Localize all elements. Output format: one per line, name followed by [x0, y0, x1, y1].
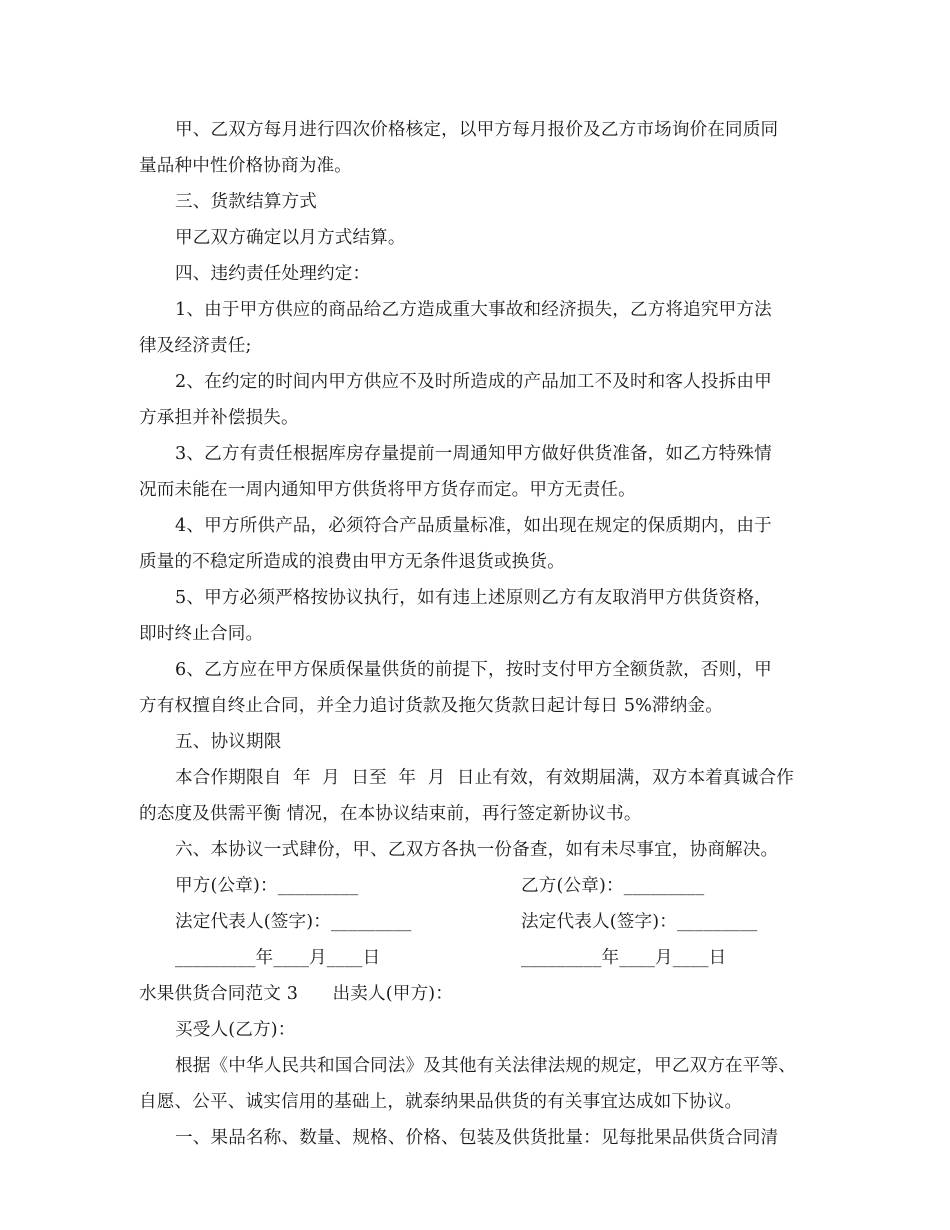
payment-paragraph: 甲乙双方确定以月方式结算。: [175, 228, 406, 248]
liability-item-6-line-1: 6、乙方应在甲方保质保量供货的前提下，按时支付甲方全额货款，否则，甲: [175, 660, 772, 680]
liability-item-2-line-2: 方承担并补偿损失。: [139, 408, 299, 428]
liability-item-4-line-1: 4、甲方所供产品，必须符合产品质量标准，如出现在规定的保质期内，由于: [175, 516, 772, 536]
section-heading-term: 五、协议期限: [175, 732, 282, 752]
term-paragraph-line-2: 的态度及供需平衡 情况，在本协议结束前，再行签定新协议书。: [139, 804, 642, 824]
liability-item-4-line-2: 质量的不稳定所造成的浪费由甲方无条件退货或换货。: [139, 552, 565, 572]
liability-item-5-line-2: 即时终止合同。: [139, 624, 264, 644]
legal-basis-line-2: 自愿、公平、诚实信用的基础上，就泰纳果品供货的有关事宜达成如下协议。: [139, 1092, 743, 1112]
party-b-seal-line: 乙方(公章)：_________: [521, 876, 705, 896]
liability-item-6-line-2: 方有权擅自终止合同，并全力追讨货款及拖欠货款日起计每日 5%滞纳金。: [139, 696, 724, 716]
party-b-date-line: _________年____月____日: [521, 948, 727, 968]
section-heading-payment: 三、货款结算方式: [175, 192, 317, 212]
party-a-representative-line: 法定代表人(签字)：_________: [175, 912, 412, 932]
section-heading-liability: 四、违约责任处理约定：: [175, 264, 371, 284]
legal-basis-line-1: 根据《中华人民共和国合同法》及其他有关法律法规的规定，甲乙双方在平等、: [175, 1056, 797, 1076]
liability-item-5-line-1: 5、甲方必须严格按协议执行，如有违上述原则乙方有友取消甲方供货资格，: [175, 588, 772, 608]
clause-1-line: 一、果品名称、数量、规格、价格、包装及供货批量：见每批果品供货合同清: [175, 1128, 779, 1148]
liability-item-3-line-1: 3、乙方有责任根据库房存量提前一周通知甲方做好供货准备，如乙方特殊情: [175, 444, 772, 464]
party-a-date-line: _________年____月____日: [175, 948, 381, 968]
price-check-paragraph-line-2: 量品种中性价格协商为准。: [139, 156, 352, 176]
party-a-seal-line: 甲方(公章)：_________: [175, 876, 359, 896]
section-heading-copies: 六、本协议一式肆份，甲、乙双方各执一份备查，如有未尽事宜，协商解决。: [175, 840, 779, 860]
liability-item-1-line-2: 律及经济责任;: [139, 336, 252, 356]
contract-3-title-line: 水果供货合同范文 3 出卖人(甲方)：: [139, 984, 453, 1004]
party-b-representative-line: 法定代表人(签字)：_________: [521, 912, 758, 932]
buyer-line: 买受人(乙方)：: [175, 1020, 296, 1040]
price-check-paragraph-line-1: 甲、乙双方每月进行四次价格核定，以甲方每月报价及乙方市场询价在同质同: [175, 120, 779, 140]
liability-item-1-line-1: 1、由于甲方供应的商品给乙方造成重大事故和经济损失，乙方将追究甲方法: [175, 300, 772, 320]
term-paragraph-line-1: 本合作期限自 年 月 日至 年 月 日止有效，有效期届满，双方本着真诚合作: [175, 768, 794, 788]
liability-item-2-line-1: 2、在约定的时间内甲方供应不及时所造成的产品加工不及时和客人投拆由甲: [175, 372, 772, 392]
liability-item-3-line-2: 况而未能在一周内通知甲方供货将甲方货存而定。甲方无责任。: [139, 480, 636, 500]
